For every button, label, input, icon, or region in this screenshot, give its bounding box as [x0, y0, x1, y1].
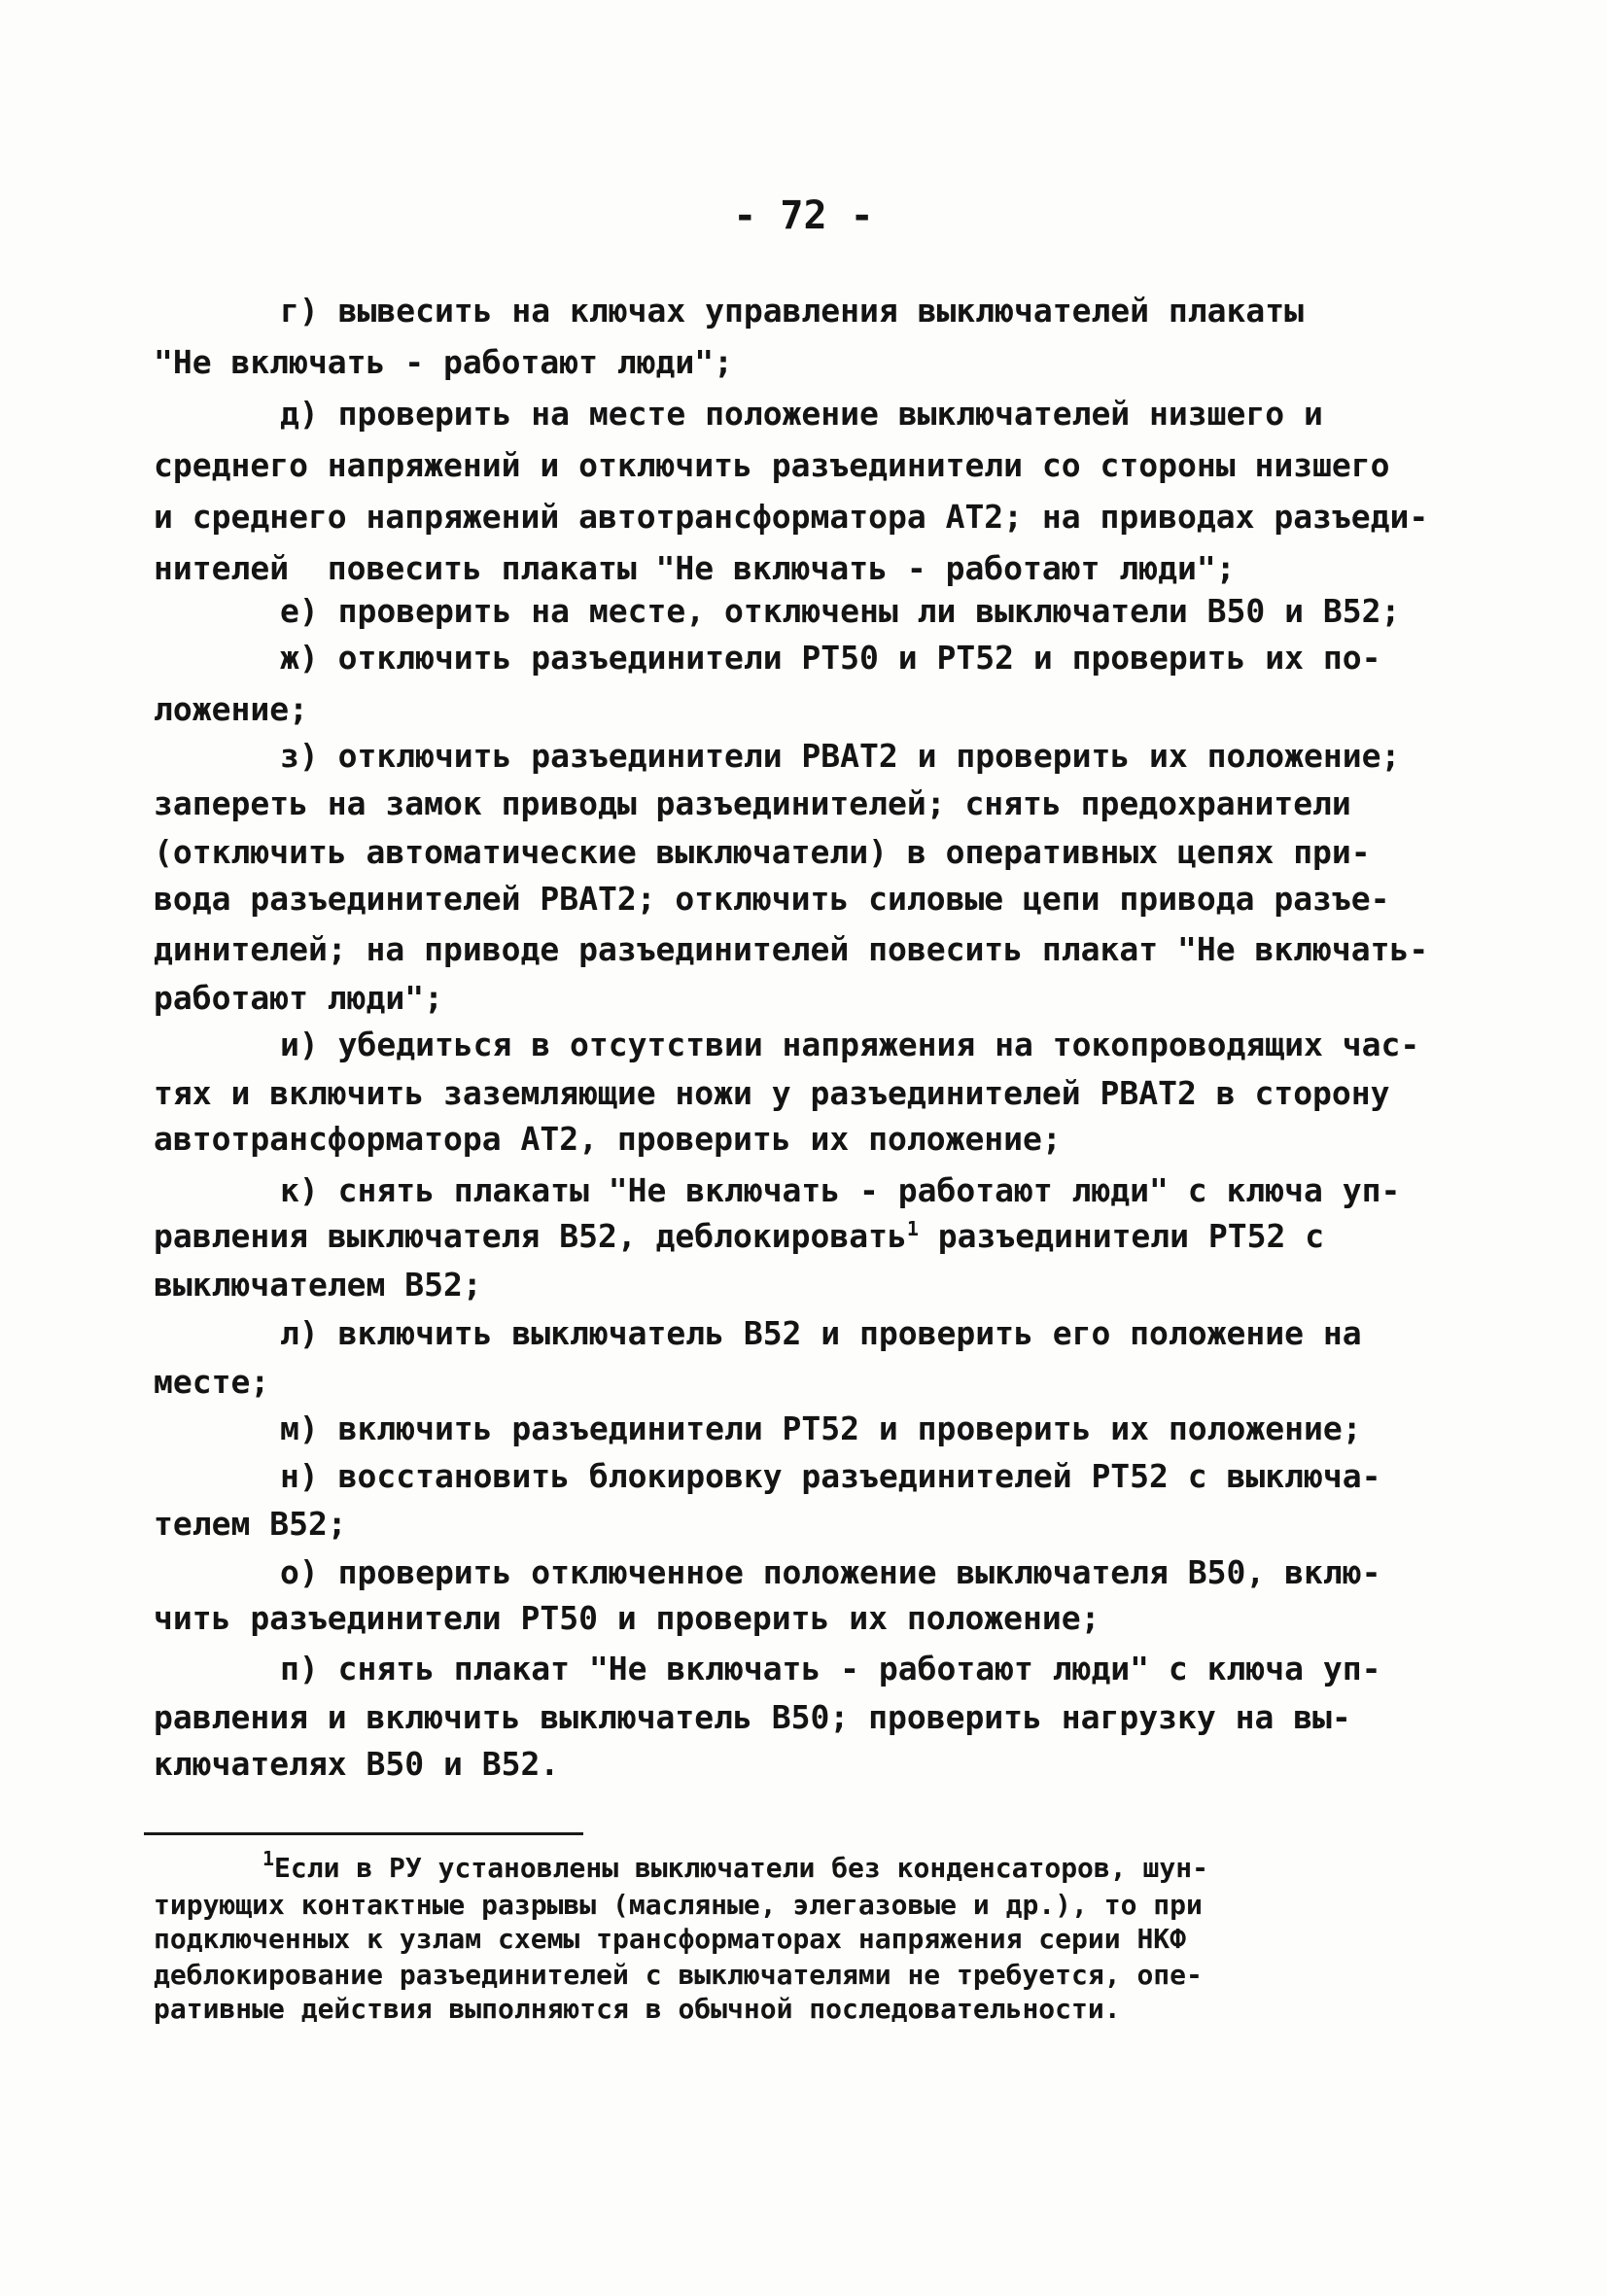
text-line: тях и включить заземляющие ножи у разъединителей РВАТ2 в сторону	[154, 1074, 1390, 1112]
text-line: з) отключить разъединители РВАТ2 и проверить их положение;	[280, 737, 1401, 775]
text-line: среднего напряжений и отключить разъединители со стороны низшего	[154, 446, 1390, 484]
text-segment: разъединители РТ52 с	[918, 1217, 1325, 1255]
text-line: выключателем В52;	[154, 1266, 482, 1304]
text-line: динителей; на приводе разъединителей повесить плакат "Не включать-	[154, 930, 1429, 968]
text-line: к) снять плакаты "Не включать - работают люди" с ключа уп-	[280, 1171, 1401, 1209]
text-line-with-footnote-ref	[154, 1215, 1324, 1262]
footnote-line	[262, 1847, 1208, 1886]
text-line: д) проверить на месте положение выключателей низшего и	[280, 395, 1323, 433]
text-segment: равления выключателя В52, деблокировать	[154, 1217, 907, 1255]
text-line: ж) отключить разъединители РТ50 и РТ52 и проверить их по-	[280, 639, 1381, 677]
text-line: "Не включать - работают люди";	[154, 343, 734, 381]
footnote-text: Если в РУ установлены выключатели без конденсаторов, шун-	[274, 1852, 1208, 1884]
text-line: м) включить разъединители РТ52 и проверить их положение;	[280, 1409, 1362, 1447]
footnote-reference: 1	[906, 1217, 919, 1240]
text-line: телем В52;	[154, 1505, 347, 1543]
footnote-separator	[144, 1832, 583, 1835]
text-line: е) проверить на месте, отключены ли выключатели В50 и В52;	[280, 592, 1401, 630]
text-line: п) снять плакат "Не включать - работают люди" с ключа уп-	[280, 1650, 1381, 1687]
text-line: работают люди";	[154, 979, 444, 1017]
text-line: ложение;	[154, 690, 308, 728]
text-line: г) вывесить на ключах управления выключателей плакаты	[280, 292, 1304, 330]
text-line: равления и включить выключатель В50; проверить нагрузку на вы-	[154, 1698, 1351, 1736]
footnote-line: подключенных к узлам схемы трансформаторах напряжения серии НКФ	[154, 1923, 1187, 1955]
text-line: (отключить автоматические выключатели) в оперативных цепях при-	[154, 833, 1371, 871]
footnote-mark: 1	[262, 1847, 275, 1870]
text-line: чить разъединители РТ50 и проверить их положение;	[154, 1599, 1100, 1637]
text-line: и) убедиться в отсутствии напряжения на токопроводящих час-	[280, 1026, 1420, 1063]
text-line: н) восстановить блокировку разъединителей РТ52 с выключа-	[280, 1457, 1381, 1495]
text-line: л) включить выключатель В52 и проверить его положение на	[280, 1314, 1362, 1352]
text-line: нителей повесить плакаты "Не включать - работают люди";	[154, 549, 1236, 587]
footnote-line: ративные действия выполняются в обычной последовательности.	[154, 1993, 1121, 2025]
text-line: вода разъединителей РВАТ2; отключить силовые цепи привода разъе-	[154, 880, 1390, 918]
text-line: автотрансформатора АТ2, проверить их положение;	[154, 1120, 1062, 1158]
text-line: о) проверить отключенное положение выключателя В50, вклю-	[280, 1553, 1381, 1591]
footnote-line: тирующих контактные разрывы (масляные, элегазовые и др.), то при	[154, 1889, 1203, 1921]
text-line: и среднего напряжений автотрансформатора АТ2; на приводах разъеди-	[154, 498, 1429, 536]
page-number: - 72 -	[733, 193, 874, 238]
footnote-line: деблокирование разъединителей с выключателями не требуется, опе-	[154, 1959, 1203, 1991]
text-line: ключателях В50 и В52.	[154, 1745, 560, 1783]
text-line: запереть на замок приводы разъединителей; снять предохранители	[154, 784, 1351, 822]
text-line: месте;	[154, 1363, 270, 1401]
